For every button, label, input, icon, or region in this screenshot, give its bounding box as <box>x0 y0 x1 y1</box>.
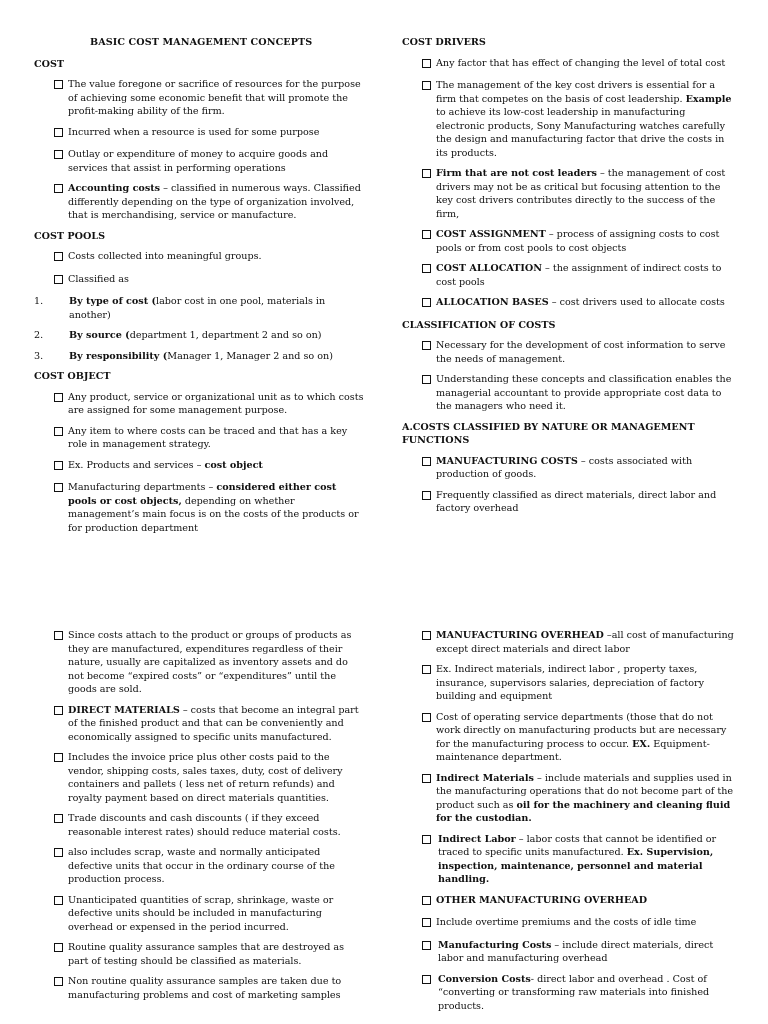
item-text <box>436 228 734 255</box>
checkbox-square-icon <box>422 631 431 640</box>
list-item <box>34 425 364 452</box>
list-item <box>402 455 734 482</box>
bold-text: Indirect Labor <box>438 833 516 845</box>
list-item <box>402 167 734 221</box>
list-item <box>34 481 364 535</box>
text-run: Ex. Products and services – <box>68 459 205 471</box>
list-item <box>34 391 364 418</box>
checkbox-bullet-icon <box>54 126 68 142</box>
item-text <box>68 629 364 697</box>
section-heading: A.COSTS CLASSIFIED BY NATURE OR MANAGEMENT FUNCTIONS <box>402 421 695 446</box>
list-item <box>402 894 734 910</box>
text-run: department 1, department 2 and so on) <box>129 330 322 341</box>
checkbox-square-icon <box>422 941 431 950</box>
checkbox-bullet-icon <box>54 629 68 697</box>
list-item <box>34 250 364 266</box>
text-run: Ex. Indirect materials, indirect labor , property taxes, insurance, supervisors salaries, depreciation of factory building and equipment <box>436 664 704 702</box>
checkbox-square-icon <box>54 461 63 470</box>
text-run: also includes scrap, waste and normally anticipated defective units that occur in the ordinary course of the production process. <box>68 847 335 885</box>
list-item <box>34 629 364 697</box>
item-text <box>68 751 364 805</box>
text-run: Manager 1, Manager 2 and so on) <box>167 350 333 362</box>
checkbox-bullet-icon <box>422 894 436 910</box>
checkbox-square-icon <box>422 774 431 783</box>
item-text <box>436 167 734 221</box>
item-text <box>436 894 734 910</box>
list-item <box>402 57 734 73</box>
checkbox-bullet-icon <box>54 846 68 887</box>
checkbox-bullet-icon <box>54 182 68 223</box>
checkbox-square-icon <box>54 128 63 137</box>
bold-text: EX. <box>632 738 651 750</box>
checkbox-bullet-icon <box>54 812 68 839</box>
checkbox-square-icon <box>422 341 431 350</box>
page-title: BASIC COST MANAGEMENT CONCEPTS <box>90 37 313 48</box>
checkbox-bullet-icon <box>422 296 436 312</box>
item-text <box>436 373 734 414</box>
text-run: Since costs attach to the product or groups of products as they are manufactured, expenditures regardless of their nature, usually are capitalized as inventory assets and do not become “expired costs” or “expenditures” until the goods are sold. <box>68 630 352 695</box>
list-item <box>402 373 734 414</box>
checkbox-square-icon <box>422 375 431 384</box>
text-run: Incurred when a resource is used for some purpose <box>68 126 320 138</box>
checkbox-square-icon <box>54 814 63 823</box>
item-text <box>436 663 734 704</box>
checkbox-bullet-icon <box>54 975 68 1002</box>
item-text <box>68 273 364 289</box>
item-text <box>68 459 364 475</box>
section-heading: COST POOLS <box>34 230 106 242</box>
list-item <box>34 751 364 805</box>
list-item <box>34 350 364 364</box>
text-run: – process of assigning costs to cost pools or from cost pools to cost objects <box>436 229 720 254</box>
list-item <box>402 916 734 932</box>
checkbox-square-icon <box>54 150 63 159</box>
list-item <box>402 296 734 312</box>
checkbox-bullet-icon <box>422 373 436 414</box>
item-text <box>436 339 734 366</box>
bold-text: Accounting costs <box>68 183 161 194</box>
item-text <box>68 704 364 745</box>
bold-text: COST ALLOCATION <box>436 263 542 274</box>
checkbox-square-icon <box>54 427 63 436</box>
checkbox-square-icon <box>422 264 431 273</box>
item-text <box>436 455 734 482</box>
text-run: The value foregone or sacrifice of resources for the purpose of achieving some economic benefit that will promote the profit-making ability of the firm. <box>68 79 361 117</box>
checkbox-bullet-icon <box>422 939 438 966</box>
list-item <box>34 894 364 935</box>
text-run: Includes the invoice price plus other costs paid to the vendor, shipping costs, sales taxes, duty, cost of delivery containers and pallets ( less net of return refunds) and royalty payment based on direct materials quantities. <box>68 752 343 804</box>
checkbox-square-icon <box>422 665 431 674</box>
bold-text: By source ( <box>69 330 130 341</box>
text-run: Any factor that has effect of changing the level of total cost <box>436 57 726 69</box>
sections <box>34 629 364 1002</box>
text-run: – costs associated with production of goods. <box>436 455 693 480</box>
item-text <box>68 975 364 1002</box>
item-text <box>68 250 364 266</box>
bold-text: Manufacturing Costs <box>438 939 552 951</box>
checkbox-square-icon <box>54 184 63 193</box>
checkbox-bullet-icon <box>422 167 436 221</box>
list-item <box>34 941 364 968</box>
list-item <box>34 295 364 322</box>
item-text <box>68 126 364 142</box>
list-item <box>34 78 364 119</box>
list-item <box>402 939 734 966</box>
left-column-bottom <box>34 629 364 1009</box>
bold-text: OTHER MANUFACTURING OVERHEAD <box>436 894 648 906</box>
checkbox-square-icon <box>54 252 63 261</box>
item-text <box>68 425 364 452</box>
item-text <box>68 481 364 535</box>
bold-text: MANUFACTURING OVERHEAD <box>436 630 604 641</box>
checkbox-bullet-icon <box>422 916 436 932</box>
checkbox-bullet-icon <box>54 425 68 452</box>
list-item <box>402 228 734 255</box>
right-column-top <box>402 36 734 523</box>
text-run: Classified as <box>68 273 129 285</box>
checkbox-bullet-icon <box>54 78 68 119</box>
checkbox-square-icon <box>422 713 431 722</box>
list-item <box>402 262 734 289</box>
bold-text: Conversion Costs <box>438 973 531 985</box>
item-text <box>69 350 364 364</box>
list-item <box>402 79 734 160</box>
list-item <box>34 459 364 475</box>
checkbox-square-icon <box>422 975 431 984</box>
checkbox-square-icon <box>54 80 63 89</box>
text-run: Frequently classified as direct materials, direct labor and factory overhead <box>436 489 717 514</box>
item-text <box>69 295 364 322</box>
text-run: Outlay or expenditure of money to acquire goods and services that assist in performing operations <box>68 149 329 174</box>
checkbox-bullet-icon <box>54 273 68 289</box>
checkbox-bullet-icon <box>422 57 436 73</box>
text-run: Cost of operating service departments (those that do not work directly on manufacturing products but are necessary for the manufacturing process to occur. <box>436 711 727 750</box>
checkbox-square-icon <box>422 835 431 844</box>
text-run: – include direct materials, direct labor and manufacturing overhead <box>438 939 714 964</box>
checkbox-bullet-icon <box>54 250 68 266</box>
checkbox-bullet-icon <box>54 751 68 805</box>
checkbox-square-icon <box>54 706 63 715</box>
bold-text: By responsibility ( <box>69 350 168 362</box>
bold-text: DIRECT MATERIALS <box>68 704 180 716</box>
checkbox-bullet-icon <box>422 489 436 516</box>
checkbox-bullet-icon <box>54 459 68 475</box>
sections <box>34 58 364 536</box>
text-run: Trade discounts and cash discounts ( if they exceed reasonable interest rates) should reduce material costs. <box>68 813 341 838</box>
text-run: Equipment-maintenance department. <box>436 738 710 763</box>
item-text <box>68 846 364 887</box>
bold-text: By type of cost ( <box>69 296 156 307</box>
text-run: Any item to where costs can be traced and that has a key role in management strategy. <box>68 425 348 450</box>
item-text <box>69 329 364 343</box>
bold-text: considered either cost pools or cost objects, <box>68 482 337 507</box>
checkbox-bullet-icon <box>54 894 68 935</box>
item-text <box>436 711 734 765</box>
section-heading: CLASSIFICATION OF COSTS <box>402 319 556 331</box>
item-text <box>68 182 364 223</box>
checkbox-bullet-icon <box>54 941 68 968</box>
checkbox-bullet-icon <box>54 704 68 745</box>
list-item <box>402 973 734 1014</box>
item-text <box>68 78 364 119</box>
text-run: Understanding these concepts and classification enables the managerial accountant to provide appropriate cost data to the managers who need it. <box>436 374 732 412</box>
list-item <box>34 182 364 223</box>
text-run: – costs that become an integral part of the finished product and that can be conveniently and economically assigned to specific units manufactured. <box>68 704 359 743</box>
checkbox-square-icon <box>54 896 63 905</box>
item-text <box>438 833 734 887</box>
item-text <box>436 916 734 932</box>
item-text <box>68 391 364 418</box>
list-item <box>34 329 364 343</box>
list-item <box>402 833 734 887</box>
item-text <box>68 941 364 968</box>
checkbox-square-icon <box>422 298 431 307</box>
item-text <box>68 148 364 175</box>
text-run: labor cost in one pool, materials in another) <box>69 296 326 321</box>
list-item <box>34 975 364 1002</box>
text-run: Include overtime premiums and the costs of idle time <box>436 917 697 928</box>
checkbox-bullet-icon <box>54 391 68 418</box>
checkbox-square-icon <box>54 631 63 640</box>
checkbox-bullet-icon <box>422 833 438 887</box>
checkbox-square-icon <box>422 59 431 68</box>
bold-text: Example <box>685 93 732 105</box>
text-run: The management of the key cost drivers is essential for a firm that competes on the basis of cost leadership. <box>436 80 716 105</box>
checkbox-bullet-icon <box>422 455 436 482</box>
list-number: 3. <box>34 350 44 362</box>
right-column-bottom <box>402 629 734 1020</box>
sections <box>402 36 734 516</box>
bold-text: cost object <box>204 459 263 471</box>
bold-text: ALLOCATION BASES <box>436 297 549 308</box>
bold-text: COST ASSIGNMENT <box>436 229 546 240</box>
text-run: Unanticipated quantities of scrap, shrinkage, waste or defective units should be included in manufacturing overhead or expensed in the period incurred. <box>68 894 334 933</box>
section-heading: COST <box>34 58 65 70</box>
item-text <box>436 489 734 516</box>
checkbox-bullet-icon <box>422 629 436 656</box>
checkbox-square-icon <box>54 483 63 492</box>
text-run: to achieve its low-cost leadership in manufacturing electronic products, Sony Manufacturing watches carefully the design and manufacturing factor that drive the costs in its products. <box>436 107 725 159</box>
checkbox-bullet-icon <box>422 262 436 289</box>
checkbox-square-icon <box>54 753 63 762</box>
checkbox-bullet-icon <box>422 663 436 704</box>
checkbox-square-icon <box>422 81 431 90</box>
list-item <box>402 489 734 516</box>
item-text <box>68 812 364 839</box>
checkbox-bullet-icon <box>54 481 68 535</box>
list-number: 1. <box>34 296 44 307</box>
checkbox-square-icon <box>422 230 431 239</box>
item-text <box>436 629 734 656</box>
section-heading: COST OBJECT <box>34 371 111 382</box>
list-item <box>34 704 364 745</box>
checkbox-square-icon <box>422 896 431 905</box>
checkbox-bullet-icon <box>422 772 436 826</box>
text-run: Manufacturing departments – <box>68 482 217 493</box>
text-run: Costs collected into meaningful groups. <box>68 251 262 262</box>
checkbox-bullet-icon <box>54 148 68 175</box>
bold-text: Ex. Supervision, inspection, maintenance, personnel and material handling. <box>438 847 714 885</box>
checkbox-square-icon <box>54 943 63 952</box>
item-text <box>436 296 734 312</box>
checkbox-square-icon <box>54 848 63 857</box>
item-text <box>436 57 734 73</box>
text-run: – cost drivers used to allocate costs <box>548 297 725 308</box>
text-run: - direct labor and overhead . Cost of “converting or transforming raw materials into finished products. <box>438 973 710 1012</box>
text-run: – the management of cost drivers may not be as critical but focusing attention to the key cost drivers contributes directly to the success of the firm, <box>436 168 726 220</box>
bold-text: MANUFACTURING COSTS <box>436 455 578 467</box>
text-run: – labor costs that cannot be identified or traced to specific units manufactured. <box>438 833 717 858</box>
bold-text: oil for the machinery and cleaning fluid for the custodian. <box>436 799 731 824</box>
checkbox-square-icon <box>54 275 63 284</box>
checkbox-bullet-icon <box>422 973 438 1014</box>
list-item <box>402 629 734 656</box>
list-item <box>402 339 734 366</box>
text-run: – the assignment of indirect costs to cost pools <box>436 263 722 288</box>
bold-text: Firm that are not cost leaders <box>436 168 597 179</box>
text-run: depending on whether management’s main focus is on the costs of the products or for production department <box>68 495 359 534</box>
list-item <box>402 711 734 765</box>
text-run: Any product, service or organizational unit as to which costs are assigned for some management purpose. <box>68 391 364 416</box>
list-item <box>402 772 734 826</box>
text-run: – classified in numerous ways. Classified differently depending on the type of organization involved, that is merchandising, service or manufacture. <box>68 183 361 221</box>
section-heading: COST DRIVERS <box>402 37 486 48</box>
checkbox-square-icon <box>422 491 431 500</box>
checkbox-bullet-icon <box>422 228 436 255</box>
text-run: Non routine quality assurance samples are taken due to manufacturing problems and cost of marketing samples <box>68 976 342 1001</box>
text-run: Routine quality assurance samples that are destroyed as part of testing should be classified as materials. <box>68 942 345 967</box>
item-text <box>436 79 734 160</box>
left-column-top <box>34 36 364 542</box>
text-run: Necessary for the development of cost information to serve the needs of management. <box>436 340 726 365</box>
checkbox-bullet-icon <box>422 339 436 366</box>
sections <box>402 629 734 1013</box>
checkbox-square-icon <box>54 393 63 402</box>
item-text <box>68 894 364 935</box>
checkbox-bullet-icon <box>422 79 436 160</box>
checkbox-bullet-icon <box>422 711 436 765</box>
item-text <box>438 939 734 966</box>
list-number: 2. <box>34 330 44 341</box>
list-item <box>34 846 364 887</box>
text-run: –all cost of manufacturing except direct materials and direct labor <box>436 630 734 655</box>
text-run: – include materials and supplies used in the manufacturing operations that do not become part of the product such as <box>436 772 734 811</box>
list-item <box>402 663 734 704</box>
list-item <box>34 126 364 142</box>
list-item <box>34 273 364 289</box>
item-text <box>436 262 734 289</box>
bold-text: Indirect Materials <box>436 772 534 784</box>
checkbox-square-icon <box>422 457 431 466</box>
list-item <box>34 148 364 175</box>
checkbox-square-icon <box>54 977 63 986</box>
list-item <box>34 812 364 839</box>
item-text <box>438 973 734 1014</box>
checkbox-square-icon <box>422 918 431 927</box>
checkbox-square-icon <box>422 169 431 178</box>
item-text <box>436 772 734 826</box>
